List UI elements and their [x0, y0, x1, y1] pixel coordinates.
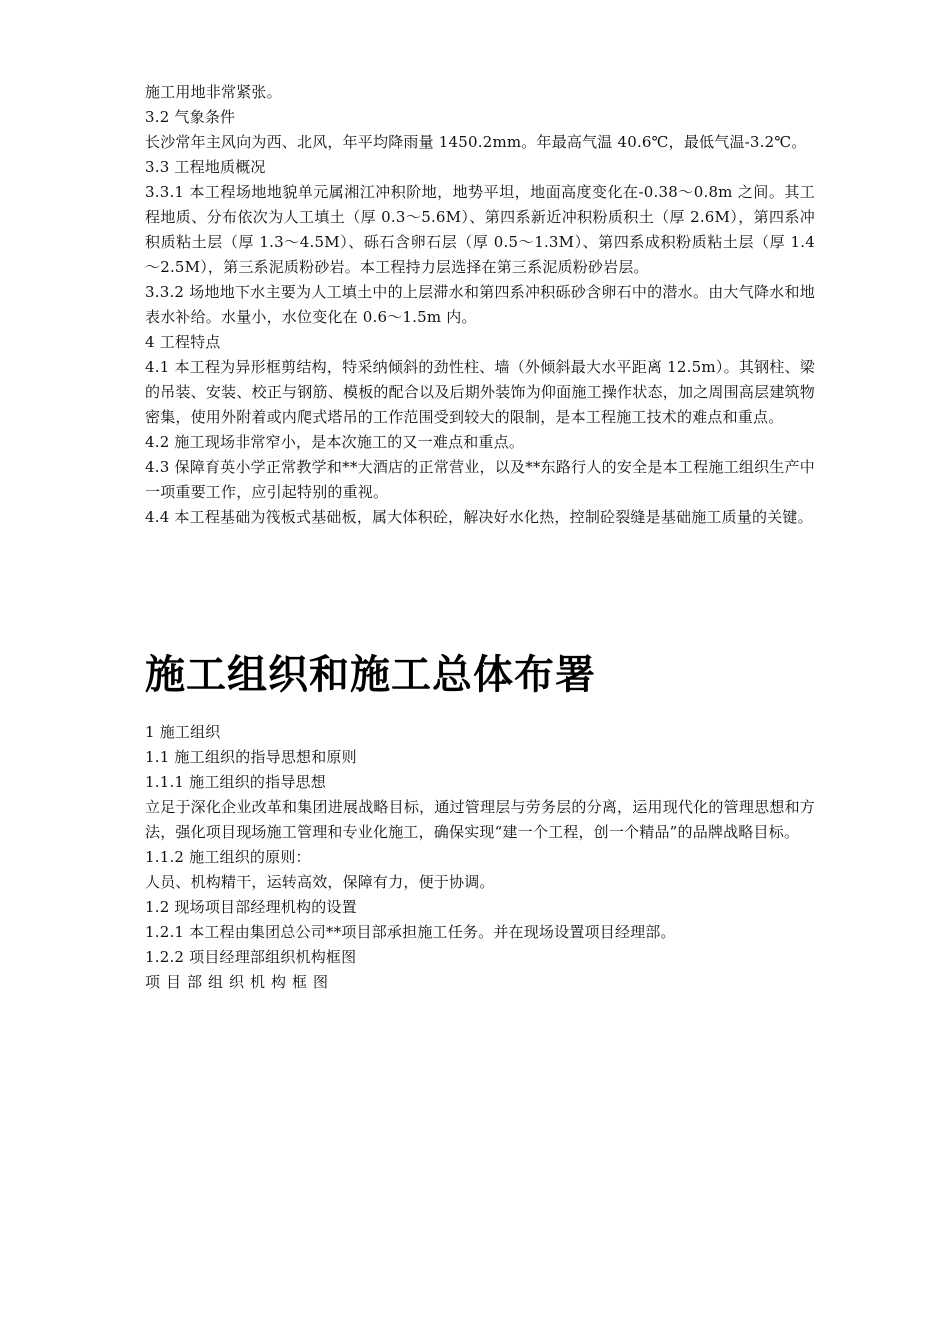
- bottom-text-block: [145, 720, 815, 995]
- section-subheading: 1.1.1 施工组织的指导思想: [145, 773, 326, 791]
- section-subheading: 1.1.2 施工组织的原则：: [145, 848, 311, 866]
- section-subheading: 1.2.2 项目经理部组织机构框图: [145, 948, 357, 966]
- section-heading: 施工组织和施工总体布署: [145, 652, 596, 698]
- top-text-block: [145, 80, 815, 530]
- paragraph: 立足于深化企业改革和集团进展战略目标，通过管理层与劳务层的分离，运用现代化的管理思想和方法，强化项目现场施工管理和专业化施工，确保实现“建一个工程，创一个精品”的品牌战略目标。: [145, 798, 815, 841]
- section-subheading: 1.1 施工组织的指导思想和原则: [145, 748, 357, 766]
- paragraph: 3.3.1 本工程场地地貌单元属湘江冲积阶地，地势平坦，地面高度变化在-0.38～0.8m 之间。其工程地质、分布依次为人工填土（厚 0.3～5.6M）、第四系新近冲积粉质积土（厚 2.6M），第四系冲积质粘土层（厚 1.3～4.5M）、砾石含卵石层（厚 0.5～1.3M）、第四系成积粉质粘土层（厚 1.4～2.5M），第三系泥质粉砂岩。本工程持力层选择在第三系泥质粉砂岩层。: [145, 183, 815, 276]
- section-subheading: 1 施工组织: [145, 723, 221, 741]
- section-subheading: 1.2 现场项目部经理机构的设置: [145, 898, 357, 916]
- paragraph: 4.4 本工程基础为筏板式基础板，属大体积砼，解决好水化热，控制砼裂缝是基础施工质量的关键。: [145, 508, 813, 526]
- paragraph: 4.1 本工程为异形框剪结构，特采纳倾斜的劲性柱、墙（外倾斜最大水平距离 12.5m）。其钢柱、梁的吊装、安装、校正与钢筋、模板的配合以及后期外装饰为仰面施工操作状态，加之周围高层建筑物密集，使用外附着或内爬式塔吊的工作范围受到较大的限制，是本工程施工技术的难点和重点。: [145, 358, 815, 426]
- figure-caption: 项目部组织机构框图: [145, 973, 335, 991]
- paragraph: 4.3 保障育英小学正常教学和**大酒店的正常营业，以及**东路行人的安全是本工程施工组织生产中一项重要工作，应引起特别的重视。: [145, 458, 815, 501]
- paragraph: 3.3.2 场地地下水主要为人工填土中的上层滞水和第四系冲积砾砂含卵石中的潜水。由大气降水和地表水补给。水量小，水位变化在 0.6～1.5m 内。: [145, 283, 815, 326]
- paragraph: 人员、机构精干，运转高效，保障有力，便于协调。: [145, 873, 495, 891]
- section-subheading: 3.3 工程地质概况: [145, 158, 266, 176]
- section-subheading: 4 工程特点: [145, 333, 221, 351]
- section-subheading: 3.2 气象条件: [145, 108, 236, 126]
- paragraph: 4.2 施工现场非常窄小，是本次施工的又一难点和重点。: [145, 433, 525, 451]
- paragraph: 长沙常年主风向为西、北风，年平均降雨量 1450.2mm。年最高气温 40.6℃，最低气温-3.2℃。: [145, 133, 807, 151]
- paragraph: 施工用地非常紧张。: [145, 83, 282, 101]
- paragraph: 1.2.1 本工程由集团总公司**项目部承担施工任务。并在现场设置项目经理部。: [145, 923, 676, 941]
